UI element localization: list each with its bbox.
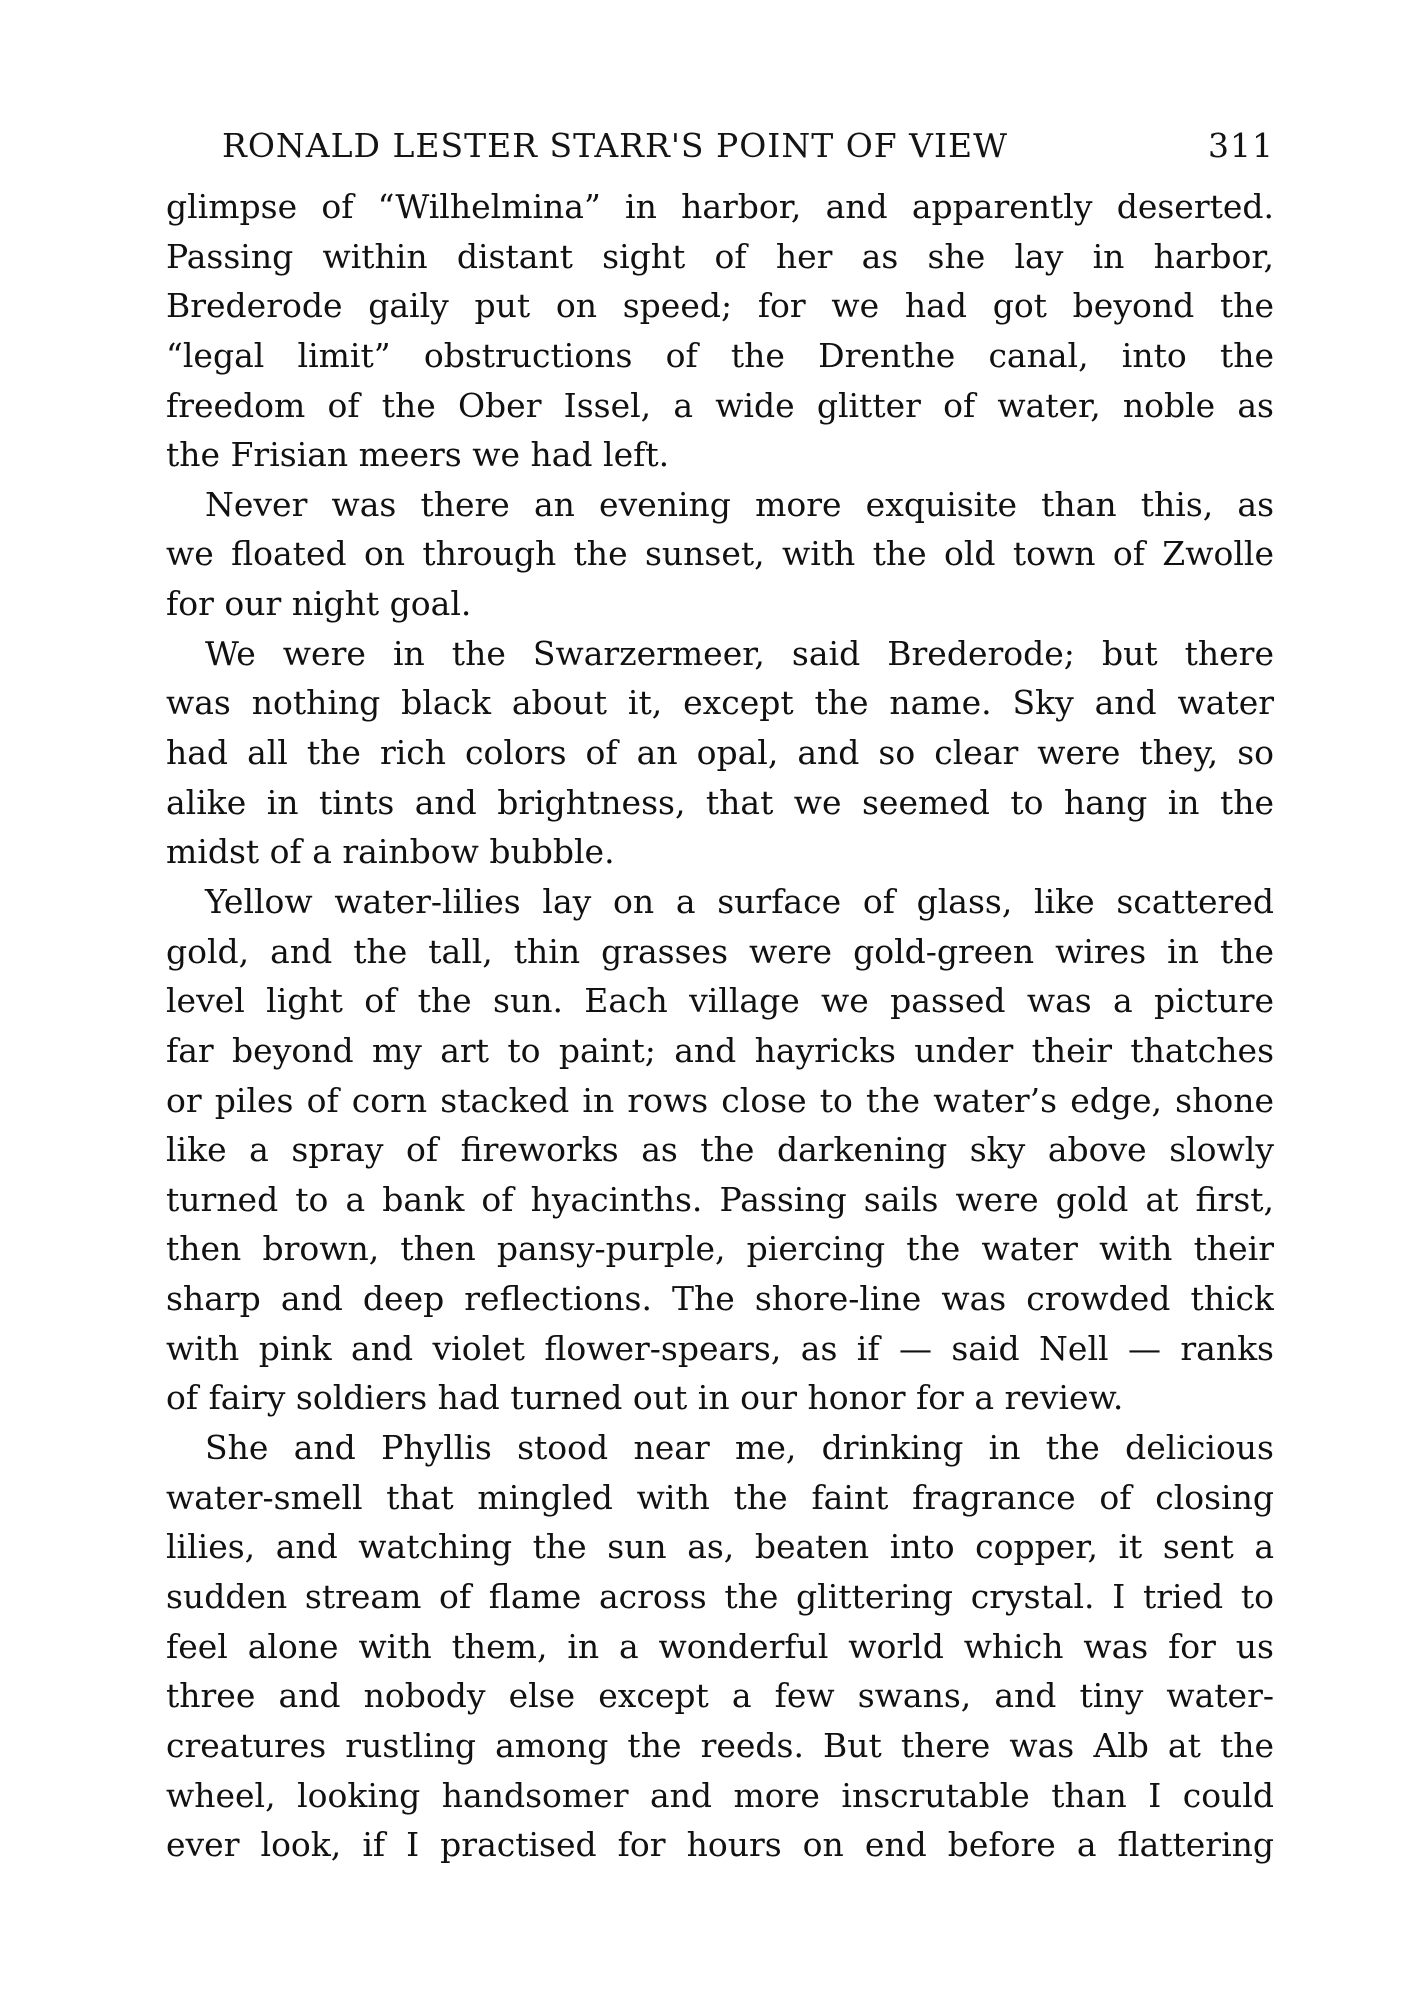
running-head-title: RONALD LESTER STARR'S POINT OF VIEW [222, 126, 1009, 165]
text-line: of fairy soldiers had turned out in our honor for a review. [166, 1378, 1124, 1418]
text-line: Passing within distant sight of her as she lay in harbor, [166, 236, 1274, 276]
text-line: we floated on through the sunset, with the old town of Zwolle [166, 534, 1274, 574]
text-line: lilies, and watching the sun as, beaten into copper, it sent a [166, 1527, 1274, 1567]
paragraph [166, 1423, 1274, 1870]
text-line: sudden stream of flame across the glittering crystal. I tried to [166, 1576, 1274, 1616]
text-line: midst of a rainbow bubble. [166, 832, 615, 872]
paragraph [166, 877, 1274, 1423]
text-line: feel alone with them, in a wonderful world which was for us [166, 1626, 1274, 1666]
paragraph [166, 480, 1274, 629]
page-number: 311 [1208, 126, 1274, 165]
text-line: Yellow water-lilies lay on a surface of glass, like scattered [205, 881, 1274, 921]
text-line: ever look, if I practised for hours on end before a flattering [166, 1825, 1274, 1865]
text-line: or piles of corn stacked in rows close to the water’s edge, shone [166, 1080, 1274, 1120]
paragraph [166, 629, 1274, 877]
text-line: She and Phyllis stood near me, drinking in the delicious [205, 1428, 1274, 1468]
text-line: Never was there an evening more exquisite than this, as [205, 484, 1274, 524]
text-line: alike in tints and brightness, that we seemed to hang in the [166, 782, 1274, 822]
text-line: freedom of the Ober Issel, a wide glitter of water, noble as [166, 385, 1274, 425]
text-line: was nothing black about it, except the name. Sky and water [166, 683, 1274, 723]
text-line: gold, and the tall, thin grasses were gold-green wires in the [166, 931, 1274, 971]
text-line: We were in the Swarzermeer, said Brederode; but there [205, 633, 1274, 673]
text-line: glimpse of “Wilhelmina” in harbor, and apparently deserted. [166, 187, 1274, 226]
text-line: had all the rich colors of an opal, and so clear were they, so [166, 733, 1274, 773]
text-line: sharp and deep reflections. The shore-line was crowded thick [166, 1279, 1274, 1319]
running-head [222, 126, 1274, 170]
text-line: Brederode gaily put on speed; for we had got beyond the [166, 286, 1274, 326]
text-line: with pink and violet flower-spears, as if — said Nell — ranks [166, 1328, 1274, 1368]
text-line: like a spray of fireworks as the darkening sky above slowly [166, 1130, 1274, 1170]
text-line: level light of the sun. Each village we passed was a picture [166, 981, 1274, 1021]
text-line: the Frisian meers we had left. [166, 435, 670, 475]
text-line: turned to a bank of hyacinths. Passing sails were gold at first, [166, 1179, 1274, 1219]
body-text [166, 182, 1274, 1870]
text-line: wheel, looking handsomer and more inscrutable than I could [166, 1775, 1274, 1815]
text-line: water-smell that mingled with the faint fragrance of closing [166, 1477, 1274, 1517]
paragraph [166, 182, 1274, 480]
text-line: “legal limit” obstructions of the Drenthe canal, into the [166, 335, 1274, 375]
text-line: creatures rustling among the reeds. But there was Alb at the [166, 1725, 1274, 1765]
text-line: for our night goal. [166, 584, 472, 624]
text-line: far beyond my art to paint; and hayricks under their thatches [166, 1030, 1274, 1070]
text-line: then brown, then pansy-purple, piercing the water with their [166, 1229, 1274, 1269]
text-line: three and nobody else except a few swans, and tiny water- [166, 1676, 1274, 1716]
